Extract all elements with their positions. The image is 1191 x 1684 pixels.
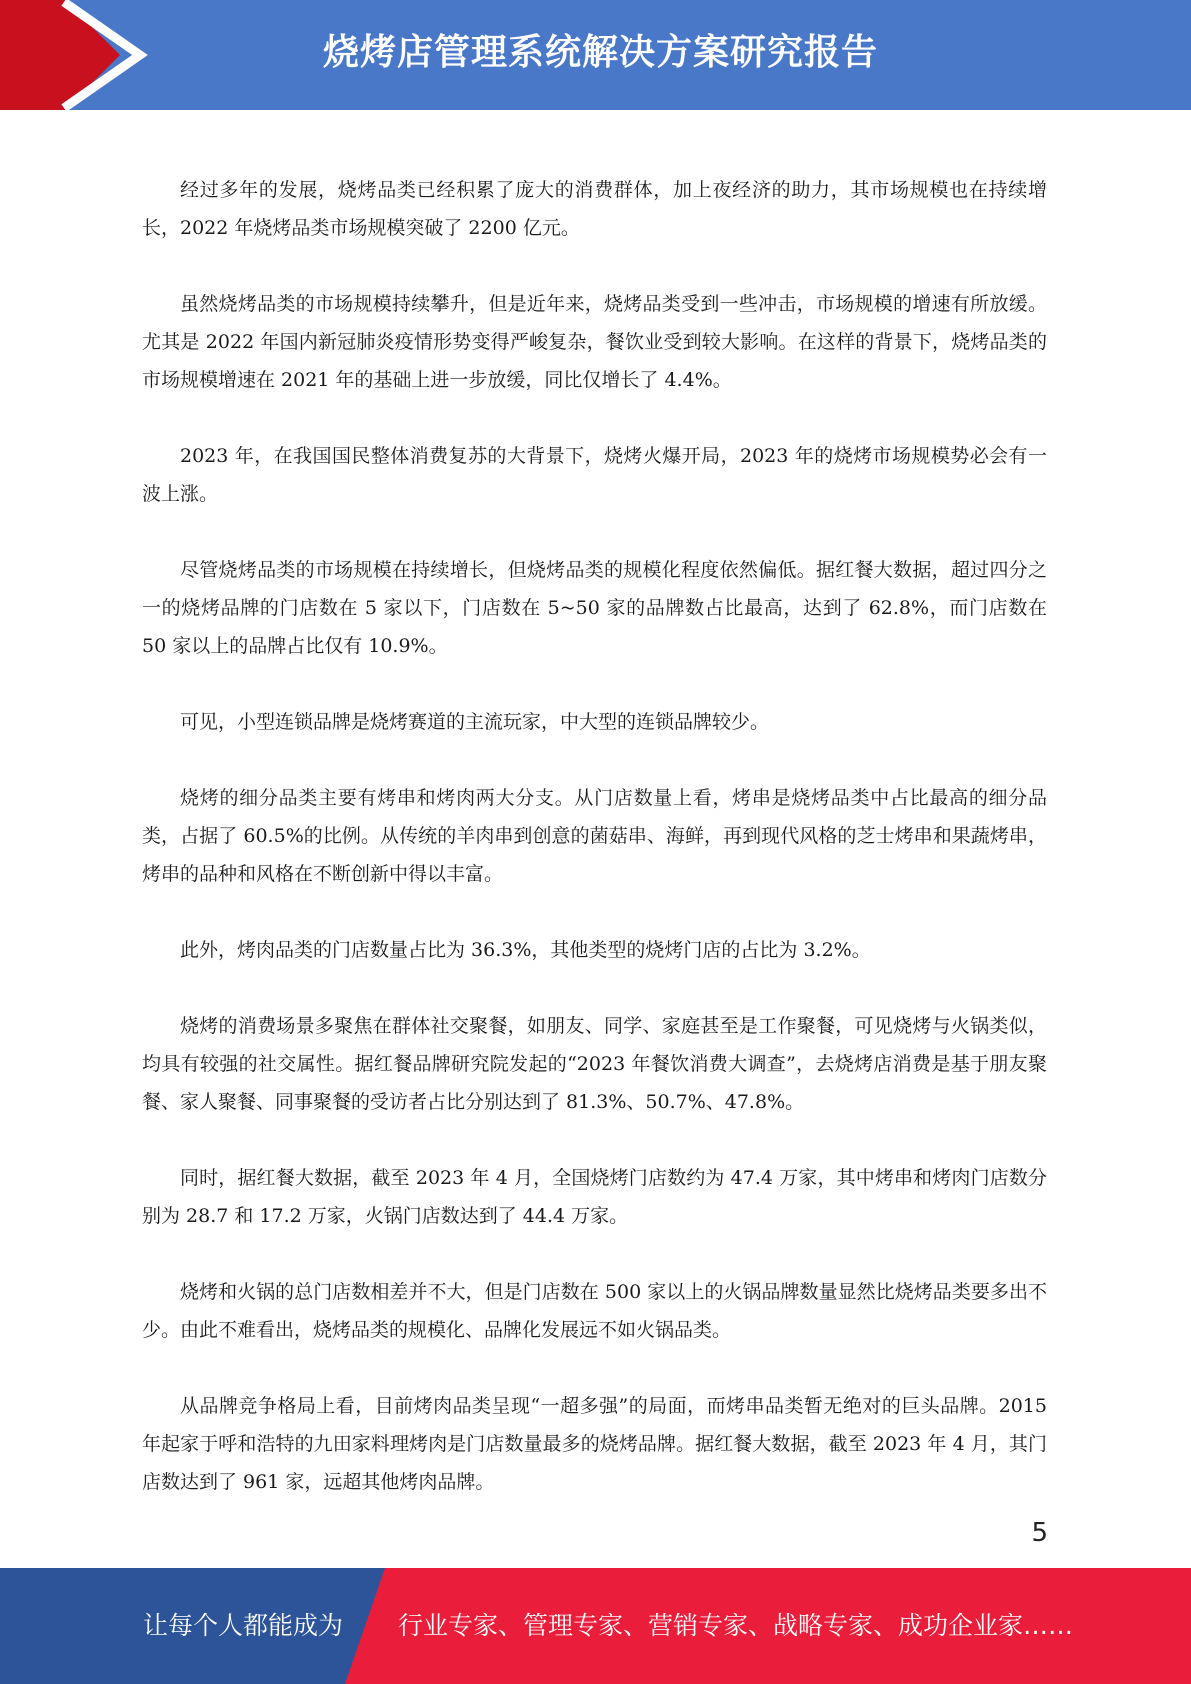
paragraph-scale-level: 尽管烧烤品类的市场规模在持续增长，但烧烤品类的规模化程度依然偏低。据红餐大数据，超过四分之一的烧烤品牌的门店数在 5 家以下，门店数在 5~50 家的品牌数占比最高，达到了 62.8%，而门店数在 50 家以上的品牌占比仅有 10.9%。 xyxy=(142,559,1047,657)
paragraph-small-chains: 可见，小型连锁品牌是烧烤赛道的主流玩家，中大型的连锁品牌较少。 xyxy=(180,711,770,733)
paragraph-consumption-scenes: 烧烤的消费场景多聚焦在群体社交聚餐，如朋友、同学、家庭甚至是工作聚餐，可见烧烤与火锅类似，均具有较强的社交属性。据红餐品牌研究院发起的“2023 年餐饮消费大调查”，去烧烤店消费是基于朋友聚餐、家人聚餐、同事聚餐的受访者占比分别达到了 81.3%、50.7%、47.8%。 xyxy=(142,1015,1047,1113)
paragraph-subcategories: 烧烤的细分品类主要有烤串和烤肉两大分支。从门店数量上看，烤串是烧烤品类中占比最高的细分品类，占据了 60.5%的比例。从传统的羊肉串到创意的菌菇串、海鲜，再到现代风格的芝士烤串和果蔬烤串，烤串的品种和风格在不断创新中得以丰富。 xyxy=(142,787,1047,885)
paragraph-roast-meat-share: 此外，烤肉品类的门店数量占比为 36.3%，其他类型的烧烤门店的占比为 3.2%。 xyxy=(180,939,871,961)
report-body xyxy=(142,171,1047,1539)
paragraph-market-size: 经过多年的发展，烧烤品类已经积累了庞大的消费群体，加上夜经济的助力，其市场规模也在持续增长，2022 年烧烤品类市场规模突破了 2200 亿元。 xyxy=(142,179,1047,239)
footer-slogan-left: 让每个人都能成为 xyxy=(143,1611,344,1640)
report-title: 烧烤店管理系统解决方案研究报告 xyxy=(322,32,878,73)
header-chevron-icon xyxy=(0,0,150,110)
paragraph-growth-slowdown: 虽然烧烤品类的市场规模持续攀升，但是近年来，烧烤品类受到一些冲击，市场规模的增速有所放缓。尤其是 2022 年国内新冠肺炎疫情形势变得严峻复杂，餐饮业受到较大影响。在这样的背景下，烧烤品类的市场规模增速在 2021 年的基础上进一步放缓，同比仅增长了 4.4%。 xyxy=(142,293,1047,391)
paragraph-store-counts: 同时，据红餐大数据，截至 2023 年 4 月，全国烧烤门店数约为 47.4 万家，其中烤串和烤肉门店数分别为 28.7 和 17.2 万家，火锅门店数达到了 44.4 万家。 xyxy=(142,1167,1047,1227)
paragraph-2023-outlook: 2023 年，在我国国民整体消费复苏的大背景下，烧烤火爆开局，2023 年的烧烤市场规模势必会有一波上涨。 xyxy=(142,445,1047,505)
page-header xyxy=(0,0,1191,110)
page-footer xyxy=(0,1568,1191,1684)
footer-slogan-right: 行业专家、管理专家、营销专家、战略专家、成功企业家…… xyxy=(398,1611,1074,1640)
paragraph-hotpot-comparison: 烧烤和火锅的总门店数相差并不大，但是门店数在 500 家以上的火锅品牌数量显然比烧烤品类要多出不少。由此不难看出，烧烤品类的规模化、品牌化发展远不如火锅品类。 xyxy=(142,1281,1047,1341)
page-number: 5 xyxy=(1031,1518,1048,1548)
paragraph-brand-competition: 从品牌竞争格局上看，目前烤肉品类呈现“一超多强”的局面，而烤串品类暂无绝对的巨头品牌。2015 年起家于呼和浩特的九田家料理烤肉是门店数量最多的烧烤品牌。据红餐大数据，截至 2023 年 4 月，其门店数达到了 961 家，远超其他烤肉品牌。 xyxy=(142,1395,1047,1493)
